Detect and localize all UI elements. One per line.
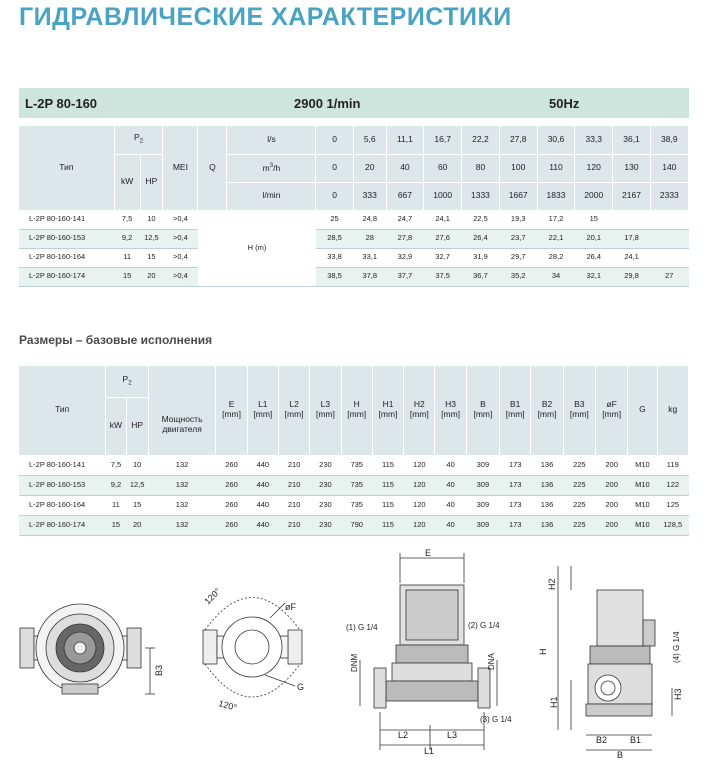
row-type: L-2P 80-160-164 — [19, 248, 114, 267]
q-m3h-value: 140 — [650, 154, 688, 182]
dim-col-unit: [mm] — [347, 409, 367, 420]
dim-value: 260 — [216, 455, 247, 475]
q-m3h-value: 110 — [537, 154, 574, 182]
q-ls-value: 11,1 — [386, 126, 423, 154]
head-value: 26,4 — [575, 248, 613, 267]
dim-value: 173 — [500, 515, 531, 535]
row-kw: 15 — [114, 267, 140, 286]
dim-col-unit: [mm] — [284, 409, 304, 420]
head-value: 24,8 — [353, 210, 386, 229]
q-ls-value: 30,6 — [537, 126, 574, 154]
p2-sub: 2 — [128, 380, 132, 387]
row-type: L-2P 80-160-174 — [19, 267, 114, 286]
dim-col-unit: [mm] — [315, 409, 335, 420]
label-b: B — [617, 750, 624, 760]
row-hp: 15 — [140, 248, 163, 267]
dim-value: 136 — [531, 475, 563, 495]
dim-col-name: B2 — [541, 399, 553, 410]
header-dim-col — [500, 366, 531, 455]
dim-value: 40 — [435, 495, 466, 515]
label-dna: DNA — [487, 653, 496, 670]
head-value: 31,9 — [462, 248, 499, 267]
dim-col-name: B3 — [574, 399, 585, 410]
q-lmin-value: 1667 — [499, 182, 537, 210]
row-kw: 9,2 — [114, 229, 140, 248]
header-dim-col — [531, 366, 563, 455]
dim-value: 173 — [500, 475, 531, 495]
dim-value: 225 — [563, 515, 595, 535]
dim-value: M10 — [628, 455, 657, 475]
q-ls-value: 36,1 — [613, 126, 650, 154]
label-120-bottom: 120° — [217, 698, 239, 713]
head-value: 17,8 — [613, 229, 650, 248]
row-motor-power: 132 — [148, 455, 216, 475]
dim-col-unit: [mm] — [378, 409, 398, 420]
pump-top-view-drawing — [20, 604, 155, 694]
head-value: 37,5 — [424, 267, 462, 286]
head-value: 24,1 — [613, 248, 650, 267]
header-type: Тип — [19, 366, 106, 455]
label-e: E — [425, 548, 432, 558]
dim-value: 440 — [247, 515, 278, 535]
head-value: 27,8 — [386, 229, 423, 248]
row-kw: 11 — [106, 495, 126, 515]
model-bar — [19, 88, 689, 118]
header-dim-col — [216, 366, 247, 455]
header-dim-col — [595, 366, 627, 455]
header-hp: HP — [126, 397, 148, 455]
dim-value: 440 — [247, 475, 278, 495]
dim-value: 210 — [278, 515, 309, 535]
head-value: 26,4 — [462, 229, 499, 248]
header-dim-col — [247, 366, 278, 455]
dim-value: 40 — [435, 475, 466, 495]
head-value: 19,3 — [499, 210, 537, 229]
row-hp: 12,5 — [126, 475, 148, 495]
row-mei: >0,4 — [163, 229, 198, 248]
dim-value: 225 — [563, 475, 595, 495]
label-h3: H3 — [673, 688, 683, 700]
model-speed: 2900 1/min — [294, 96, 361, 111]
row-type: L-2P 80-160-174 — [19, 515, 106, 535]
header-dim-col — [466, 366, 499, 455]
header-dim-col — [372, 366, 403, 455]
header-p2 — [106, 366, 148, 397]
head-value: 36,7 — [462, 267, 499, 286]
row-kw: 15 — [106, 515, 126, 535]
dim-value: 136 — [531, 515, 563, 535]
header-q: Q — [198, 126, 227, 210]
q-lmin-value: 1333 — [462, 182, 499, 210]
head-value: 33,8 — [316, 248, 353, 267]
head-value: 24,1 — [424, 210, 462, 229]
model-frequency: 50Hz — [549, 96, 580, 111]
head-value: 25 — [316, 210, 353, 229]
dim-value: 40 — [435, 515, 466, 535]
head-value: 28,2 — [537, 248, 574, 267]
header-hp: HP — [140, 154, 163, 210]
dim-value: 122 — [657, 475, 688, 495]
label-h: H — [538, 648, 548, 655]
dim-col-name: kg — [668, 404, 678, 415]
dim-col-unit: [mm] — [441, 409, 461, 420]
dim-value: 115 — [372, 515, 403, 535]
pump-front-view-drawing — [360, 553, 497, 750]
head-value: 28,5 — [316, 229, 353, 248]
dim-value: 790 — [341, 515, 372, 535]
row-type: L-2P 80-160-153 — [19, 475, 106, 495]
row-mei: >0,4 — [163, 267, 198, 286]
hydraulic-row — [19, 267, 689, 286]
dim-value: 115 — [372, 455, 403, 475]
row-motor-power: 132 — [148, 515, 216, 535]
row-kw: 7,5 — [106, 455, 126, 475]
q-ls-value: 38,9 — [650, 126, 688, 154]
head-value: 23,7 — [499, 229, 537, 248]
dim-value: 119 — [657, 455, 688, 475]
dimension-row — [19, 515, 689, 535]
page-title: ГИДРАВЛИЧЕСКИЕ ХАРАКТЕРИСТИКИ — [19, 3, 512, 31]
dim-value: 440 — [247, 455, 278, 475]
head-value: 29,7 — [499, 248, 537, 267]
row-hp: 12,5 — [140, 229, 163, 248]
q-ls-value: 5,6 — [353, 126, 386, 154]
q-ls-value: 27,8 — [499, 126, 537, 154]
row-type: L-2P 80-160-141 — [19, 210, 114, 229]
dim-value: 173 — [500, 495, 531, 515]
q-ls-value: 16,7 — [424, 126, 462, 154]
row-mei: >0,4 — [163, 248, 198, 267]
row-hp: 10 — [126, 455, 148, 475]
dim-value: 230 — [310, 515, 341, 535]
header-p2 — [114, 126, 163, 154]
q-ls-value: 22,2 — [462, 126, 499, 154]
dim-value: 136 — [531, 455, 563, 475]
q-lmin-value: 0 — [316, 182, 353, 210]
dim-value: 40 — [435, 455, 466, 475]
dim-value: 210 — [278, 475, 309, 495]
q-lmin-value: 2000 — [575, 182, 613, 210]
label-g14-2: (2) G 1/4 — [468, 621, 500, 630]
head-value: 35,2 — [499, 267, 537, 286]
pump-side-view-drawing — [558, 566, 672, 750]
head-value: 33,1 — [353, 248, 386, 267]
dimension-row — [19, 455, 689, 475]
header-dim-col — [404, 366, 435, 455]
header-kw: kW — [114, 154, 140, 210]
label-g14-1: (1) G 1/4 — [346, 623, 378, 632]
q-m3h-value: 0 — [316, 154, 353, 182]
dim-value: 120 — [404, 455, 435, 475]
q-m3h-value: 100 — [499, 154, 537, 182]
dim-value: 735 — [341, 475, 372, 495]
head-value: 27,6 — [424, 229, 462, 248]
unit-ls: l/s — [227, 126, 316, 154]
dim-value: 260 — [216, 515, 247, 535]
row-hp: 15 — [126, 495, 148, 515]
dim-value: M10 — [628, 495, 657, 515]
head-value: 27 — [650, 267, 688, 286]
dim-col-unit: [mm] — [222, 409, 241, 420]
q-m3h-value: 80 — [462, 154, 499, 182]
head-value: 24,7 — [386, 210, 423, 229]
dim-col-name: H1 — [382, 399, 394, 410]
head-value: 37,7 — [386, 267, 423, 286]
dim-value: 200 — [595, 495, 627, 515]
dim-col-unit: [mm] — [253, 409, 273, 420]
header-dim-col — [563, 366, 595, 455]
head-value: 17,2 — [537, 210, 574, 229]
dim-col-unit: [mm] — [473, 409, 493, 420]
q-lmin-value: 667 — [386, 182, 423, 210]
header-dim-col — [628, 366, 657, 455]
dim-value: 309 — [466, 515, 499, 535]
label-dnm: DNM — [350, 653, 359, 672]
header-dim-col — [341, 366, 372, 455]
dim-value: 230 — [310, 475, 341, 495]
row-hp: 20 — [126, 515, 148, 535]
label-g14-3: (3) G 1/4 — [480, 715, 512, 724]
head-value — [613, 210, 650, 229]
dim-col-unit: [mm] — [505, 409, 525, 420]
row-type: L-2P 80-160-141 — [19, 455, 106, 475]
dim-col-unit: [mm] — [602, 409, 622, 420]
dim-col-name: H2 — [413, 399, 425, 410]
q-ls-value: 0 — [316, 126, 353, 154]
head-value: 38,5 — [316, 267, 353, 286]
head-value: 22,1 — [537, 229, 574, 248]
unit-lmin: l/min — [227, 182, 316, 210]
dim-col-name: L3 — [320, 399, 331, 410]
q-ls-value: 33,3 — [575, 126, 613, 154]
header-mei: MEI — [163, 126, 198, 210]
label-l1: L1 — [424, 746, 435, 756]
dimensions-section-title: Размеры – базовые исполнения — [19, 333, 213, 347]
dim-value: 230 — [310, 455, 341, 475]
dim-value: 115 — [372, 495, 403, 515]
dim-value: 260 — [216, 475, 247, 495]
dim-col-name: G — [639, 404, 646, 415]
hydraulic-row — [19, 210, 689, 229]
label-h2: H2 — [547, 578, 557, 590]
dim-value: 230 — [310, 495, 341, 515]
q-lmin-value: 1833 — [537, 182, 574, 210]
row-kw: 11 — [114, 248, 140, 267]
dim-value: 128,5 — [657, 515, 688, 535]
unit-m3h — [227, 154, 316, 182]
dim-col-name: H3 — [445, 399, 457, 410]
head-value: 32,1 — [575, 267, 613, 286]
label-b2: B2 — [596, 735, 608, 745]
unit-m3h-sup: 3 — [269, 162, 274, 169]
dim-value: 200 — [595, 475, 627, 495]
pump-base-drawing — [203, 598, 305, 698]
dim-value: 115 — [372, 475, 403, 495]
q-m3h-value: 20 — [353, 154, 386, 182]
row-type: L-2P 80-160-153 — [19, 229, 114, 248]
label-phi-f: øF — [285, 602, 296, 612]
q-lmin-value: 1000 — [424, 182, 462, 210]
dim-value: 120 — [404, 475, 435, 495]
row-type: L-2P 80-160-164 — [19, 495, 106, 515]
label-b1: B1 — [630, 735, 642, 745]
q-m3h-value: 60 — [424, 154, 462, 182]
head-value: 20,1 — [575, 229, 613, 248]
head-value: 29,8 — [613, 267, 650, 286]
p2-label: P — [122, 373, 129, 384]
head-value: 28 — [353, 229, 386, 248]
label-l2: L2 — [398, 730, 409, 740]
q-lmin-value: 2333 — [650, 182, 688, 210]
row-hp: 10 — [140, 210, 163, 229]
dim-value: 136 — [531, 495, 563, 515]
p2-label: P — [133, 132, 140, 143]
dimension-row — [19, 475, 689, 495]
header-type: Тип — [19, 126, 114, 210]
dim-col-unit: [mm] — [409, 409, 429, 420]
dim-value: 200 — [595, 515, 627, 535]
hydraulic-table — [19, 126, 689, 287]
dim-value: M10 — [628, 475, 657, 495]
q-lmin-value: 2167 — [613, 182, 650, 210]
dim-value: 210 — [278, 495, 309, 515]
label-l3: L3 — [447, 730, 458, 740]
hydraulic-row — [19, 248, 689, 267]
model-name: L-2P 80-160 — [25, 96, 98, 111]
motor-line1: Мощность — [161, 414, 203, 425]
head-value — [650, 210, 688, 229]
header-dim-col — [435, 366, 466, 455]
head-value: 34 — [537, 267, 574, 286]
dim-value: 309 — [466, 475, 499, 495]
dim-value: M10 — [628, 515, 657, 535]
row-kw: 9,2 — [106, 475, 126, 495]
row-mei: >0,4 — [163, 210, 198, 229]
header-motor-power — [148, 366, 216, 455]
head-value: 22,5 — [462, 210, 499, 229]
q-m3h-value: 40 — [386, 154, 423, 182]
unit-m3h-m: m — [262, 162, 270, 173]
dim-col-name: øF — [606, 399, 617, 410]
q-m3h-value: 120 — [575, 154, 613, 182]
motor-line2: двигателя — [162, 423, 202, 434]
dim-value: 309 — [466, 495, 499, 515]
head-value: 15 — [575, 210, 613, 229]
dim-col-name: L2 — [289, 399, 299, 410]
hydraulic-row — [19, 229, 689, 248]
unit-m3h-rest: /h — [273, 162, 281, 173]
label-h1: H1 — [549, 696, 559, 708]
dimension-row — [19, 495, 689, 515]
dim-value: 210 — [278, 455, 309, 475]
dim-col-unit: [mm] — [569, 409, 589, 420]
dim-value: 735 — [341, 495, 372, 515]
header-head-m: H (m) — [198, 210, 316, 286]
head-value — [650, 229, 688, 248]
head-value: 37,8 — [353, 267, 386, 286]
row-hp: 20 — [140, 267, 163, 286]
header-dim-col — [310, 366, 341, 455]
p2-sub: 2 — [139, 139, 143, 146]
label-120-top: 120° — [202, 586, 223, 607]
dim-value: 120 — [404, 515, 435, 535]
dim-value: 735 — [341, 455, 372, 475]
dim-value: 125 — [657, 495, 688, 515]
dim-col-name: H — [353, 399, 360, 410]
dim-col-name: B1 — [510, 399, 521, 410]
pump-dimension-drawings — [0, 548, 707, 766]
dim-value: 309 — [466, 455, 499, 475]
head-value: 32,7 — [424, 248, 462, 267]
dim-col-name: L1 — [258, 399, 268, 410]
dim-value: 225 — [563, 455, 595, 475]
dim-col-name: E — [228, 399, 235, 410]
dim-col-name: B — [480, 399, 486, 410]
dimensions-table — [19, 366, 689, 536]
row-kw: 7,5 — [114, 210, 140, 229]
row-motor-power: 132 — [148, 475, 216, 495]
row-motor-power: 132 — [148, 495, 216, 515]
header-dim-col — [278, 366, 309, 455]
label-g: G — [297, 682, 305, 692]
dim-value: 260 — [216, 495, 247, 515]
head-value: 32,9 — [386, 248, 423, 267]
label-g14-4: (4) G 1/4 — [672, 631, 681, 663]
header-kw: kW — [106, 397, 126, 455]
dim-value: 225 — [563, 495, 595, 515]
q-m3h-value: 130 — [613, 154, 650, 182]
dim-value: 173 — [500, 455, 531, 475]
dim-value: 200 — [595, 455, 627, 475]
label-b3: B3 — [154, 664, 164, 676]
dim-value: 440 — [247, 495, 278, 515]
head-value — [650, 248, 688, 267]
q-lmin-value: 333 — [353, 182, 386, 210]
dim-col-unit: [mm] — [537, 409, 557, 420]
header-dim-col — [657, 366, 688, 455]
dim-value: 120 — [404, 495, 435, 515]
